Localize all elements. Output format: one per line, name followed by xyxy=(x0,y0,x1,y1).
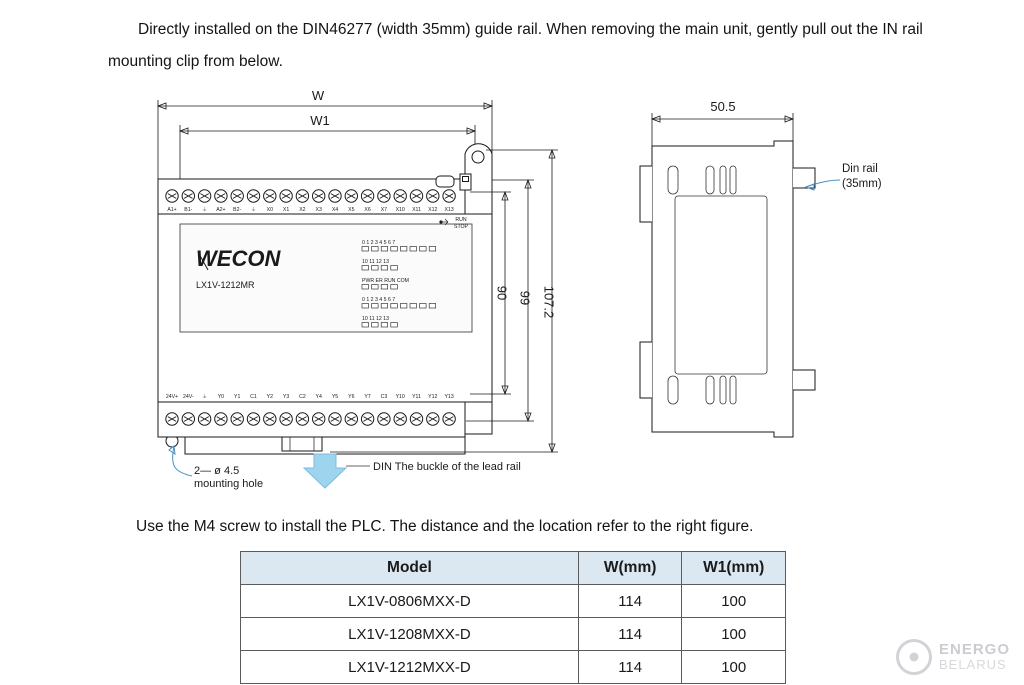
watermark-bottom: BELARUS xyxy=(938,657,1007,673)
led-row-label: 0 1 2 3 4 5 6 7 xyxy=(362,297,396,303)
intro-text: Directly installed on the DIN46277 (width 35mm) guide rail. When removing the main unit, gently pull out the IN rail mounting clip from below. xyxy=(108,21,923,70)
led-indicator xyxy=(391,304,398,309)
plc-body-outline xyxy=(158,144,492,454)
terminal-label: Y4 xyxy=(315,394,322,400)
cell-w1: 100 xyxy=(682,585,786,618)
terminal-label: ⏚ xyxy=(201,394,208,400)
led-indicator xyxy=(420,247,427,252)
terminal-label: A2+ xyxy=(216,207,226,213)
terminal-label: Y5 xyxy=(331,394,339,400)
side-view-drawing xyxy=(620,84,920,484)
terminal-label: ⏚ xyxy=(201,207,208,213)
terminal-label: 24V- xyxy=(182,394,194,400)
terminal-label: Y6 xyxy=(348,394,355,400)
led-indicator xyxy=(410,304,417,309)
terminal-label: C2 xyxy=(299,394,306,400)
led-indicator xyxy=(429,304,436,309)
cell-w: 114 xyxy=(578,651,682,684)
run-label: RUN xyxy=(455,217,467,223)
terminal-label: Y10 xyxy=(395,394,405,400)
led-indicator xyxy=(400,304,407,309)
mounting-hole-line2: mounting hole xyxy=(194,478,264,490)
terminal-label: X13 xyxy=(444,207,454,213)
led-indicator xyxy=(372,323,379,328)
dimension-505-label: 50.5 xyxy=(710,99,736,114)
terminal-label: X6 xyxy=(364,207,371,213)
stop-label: STOP xyxy=(453,224,469,230)
din-rail-label-line1: Din rail xyxy=(842,163,878,175)
intro-paragraph xyxy=(108,14,948,78)
dimension-90-label: 90 xyxy=(494,285,510,301)
dimension-99-label: 99 xyxy=(517,290,533,306)
dimension-w xyxy=(158,88,492,184)
terminal-label: X12 xyxy=(428,207,438,213)
table-header-w: W(mm) xyxy=(578,552,682,585)
terminal-label: X5 xyxy=(348,207,355,213)
terminal-label: C1 xyxy=(250,394,257,400)
terminal-label: ⏚ xyxy=(250,207,257,213)
terminal-label: Y7 xyxy=(364,394,371,400)
dimension-w-label: W xyxy=(311,88,325,103)
led-row-label: 0 1 2 3 4 5 6 7 xyxy=(362,240,396,246)
terminal-label: B1- xyxy=(184,207,193,213)
led-indicator xyxy=(372,266,379,271)
terminal-label: X1 xyxy=(282,207,290,213)
terminal-label: X10 xyxy=(395,207,405,213)
led-indicator xyxy=(410,247,417,252)
terminal-label: C3 xyxy=(380,394,388,400)
terminal-label: Y13 xyxy=(444,394,454,400)
terminal-label: B2- xyxy=(233,207,242,213)
side-profile-outline xyxy=(640,141,815,437)
led-indicator xyxy=(381,266,388,271)
front-view-drawing xyxy=(130,84,570,504)
led-indicator xyxy=(429,247,436,252)
mounting-hole-line1: 2— ø 4.5 xyxy=(194,465,240,477)
led-indicator xyxy=(362,285,369,290)
led-indicator xyxy=(381,323,388,328)
terminal-label: 24V+ xyxy=(165,394,179,400)
terminal-label: Y1 xyxy=(234,394,241,400)
din-rail-label-line2: (35mm) xyxy=(842,178,882,190)
dimension-1072-label: 107.2 xyxy=(541,285,557,319)
cell-w: 114 xyxy=(578,585,682,618)
led-indicator xyxy=(420,304,427,309)
led-indicator xyxy=(381,285,388,290)
led-indicator xyxy=(391,266,398,271)
table-header-model: Model xyxy=(241,552,579,585)
terminal-label: X11 xyxy=(412,207,421,213)
led-indicator xyxy=(391,247,398,252)
led-indicator xyxy=(362,323,369,328)
cell-w1: 100 xyxy=(682,651,786,684)
led-indicator xyxy=(381,304,388,309)
table-row xyxy=(241,618,786,651)
led-indicator xyxy=(391,285,398,290)
cell-model: LX1V-1208MXX-D xyxy=(241,618,579,651)
din-rail-note xyxy=(806,163,882,190)
dimension-w1 xyxy=(180,113,475,179)
table-header-w1: W1(mm) xyxy=(682,552,786,585)
din-buckle-note xyxy=(304,454,521,488)
gear-icon xyxy=(896,639,932,675)
terminal-label: X0 xyxy=(266,207,273,213)
cell-w1: 100 xyxy=(682,618,786,651)
led-indicator xyxy=(362,247,369,252)
terminal-label: X2 xyxy=(299,207,306,213)
led-indicator xyxy=(372,304,379,309)
terminal-label: Y0 xyxy=(217,394,225,400)
led-row-label: 10 11 12 13 xyxy=(362,259,390,265)
model-label: LX1V-1212MR xyxy=(196,280,255,290)
led-indicator xyxy=(372,285,379,290)
model-dimension-table xyxy=(240,551,786,684)
terminal-label: X3 xyxy=(315,207,322,213)
dimension-w1-label: W1 xyxy=(310,113,330,128)
watermark-top: ENERGO xyxy=(938,641,1010,659)
led-indicator xyxy=(362,304,369,309)
led-indicator xyxy=(372,247,379,252)
terminal-label: X7 xyxy=(380,207,388,213)
table-row xyxy=(241,651,786,684)
led-indicator xyxy=(362,266,369,271)
terminal-label: Y12 xyxy=(428,394,438,400)
led-row-label: 10 11 12 13 xyxy=(362,316,390,322)
terminal-label: A1+ xyxy=(167,207,177,213)
din-buckle-text: DIN The buckle of the lead rail xyxy=(373,461,521,473)
cell-w: 114 xyxy=(578,618,682,651)
led-indicator xyxy=(381,247,388,252)
watermark xyxy=(896,639,1010,675)
terminal-label: Y11 xyxy=(412,394,421,400)
brand-logo xyxy=(196,246,281,271)
led-indicator xyxy=(400,247,407,252)
table-header-row xyxy=(241,552,786,585)
brand-text: WECON xyxy=(196,246,281,271)
cell-model: LX1V-0806MXX-D xyxy=(241,585,579,618)
watermark-text xyxy=(939,642,1010,671)
mid-instruction-text: Use the M4 screw to install the PLC. The distance and the location refer to the right figure. xyxy=(136,518,754,535)
terminal-label: X4 xyxy=(331,207,339,213)
cell-model: LX1V-1212MXX-D xyxy=(241,651,579,684)
led-indicator xyxy=(391,323,398,328)
table-row xyxy=(241,585,786,618)
terminal-label: Y2 xyxy=(266,394,273,400)
terminal-label: Y3 xyxy=(282,394,290,400)
led-row-label: PWR ER RUN COM xyxy=(362,278,409,284)
